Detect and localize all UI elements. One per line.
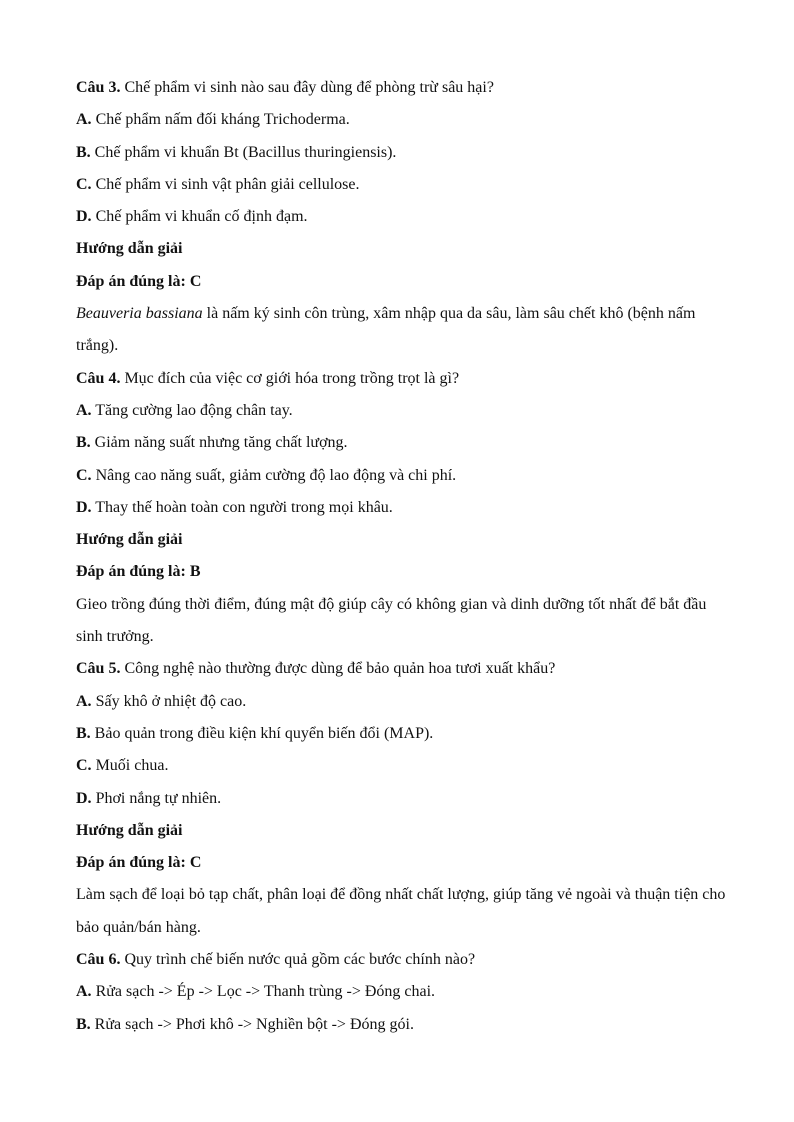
option-letter: D.	[76, 498, 92, 516]
option-a	[76, 104, 726, 136]
question-5	[76, 653, 726, 685]
option-letter: B.	[76, 434, 91, 452]
option-letter: A.	[76, 111, 92, 129]
question-6	[76, 944, 726, 976]
option-letter: A.	[76, 401, 92, 419]
option-text: Phơi nắng tự nhiên.	[95, 789, 222, 807]
option-text: Chế phẩm vi sinh vật phân giải cellulose.	[95, 175, 360, 193]
option-letter: B.	[76, 143, 91, 161]
question-label: Câu 3.	[76, 79, 121, 96]
question-3	[76, 72, 726, 104]
question-text: Mục đích của việc cơ giới hóa trong trồng trọt là gì?	[124, 369, 460, 387]
option-text: Chế phẩm vi khuẩn cố định đạm.	[95, 208, 308, 226]
option-text: Chế phẩm vi khuẩn Bt (Bacillus thuringiensis).	[94, 143, 397, 161]
option-c	[76, 169, 726, 201]
question-text: Quy trình chế biến nước quả gồm các bước chính nào?	[124, 951, 476, 969]
explanation-species: Beauveria bassiana	[76, 305, 203, 323]
option-letter: D.	[76, 789, 92, 807]
document-page	[76, 72, 726, 1041]
option-a	[76, 976, 726, 1008]
option-text: Muối chua.	[95, 757, 169, 775]
option-c	[76, 750, 726, 782]
question-text: Công nghệ nào thường được dùng để bảo quản hoa tươi xuất khẩu?	[124, 660, 556, 678]
option-letter: D.	[76, 208, 92, 226]
guide-heading: Hướng dẫn giải	[76, 821, 183, 839]
option-d	[76, 492, 726, 524]
option-d	[76, 783, 726, 815]
option-letter: A.	[76, 983, 92, 1001]
option-text: Giảm năng suất nhưng tăng chất lượng.	[94, 434, 348, 452]
option-letter: A.	[76, 692, 92, 710]
option-b	[76, 137, 726, 169]
option-a	[76, 395, 726, 427]
option-letter: B.	[76, 1015, 91, 1033]
guide-heading: Hướng dẫn giải	[76, 531, 183, 549]
option-b	[76, 1009, 726, 1041]
question-label: Câu 4.	[76, 369, 121, 387]
explanation: Làm sạch để loại bỏ tạp chất, phân loại để đồng nhất chất lượng, giúp tăng vẻ ngoài và thuận tiện cho bảo quản/bán hàng.	[76, 886, 726, 936]
option-text: Nâng cao năng suất, giảm cường độ lao động và chi phí.	[95, 466, 457, 484]
option-letter: C.	[76, 466, 92, 484]
option-letter: C.	[76, 757, 92, 775]
explanation	[76, 298, 726, 363]
option-text: Rửa sạch -> Phơi khô -> Nghiền bột -> Đóng gói.	[94, 1015, 414, 1033]
option-text: Thay thế hoàn toàn con người trong mọi khâu.	[95, 498, 393, 516]
explanation-text: là nấm ký sinh côn trùng, xâm nhập qua da sâu, làm sâu chết khô (bệnh nấm trắng).	[76, 305, 696, 355]
option-letter: B.	[76, 724, 91, 742]
explanation: Gieo trồng đúng thời điểm, đúng mật độ giúp cây có không gian và dinh dưỡng tốt nhất để bắt đầu sinh trưởng.	[76, 595, 707, 646]
answer-line: Đáp án đúng là: C	[76, 272, 202, 290]
question-text: Chế phẩm vi sinh nào sau đây dùng để phòng trừ sâu hại?	[124, 79, 494, 96]
option-a	[76, 686, 726, 718]
question-label: Câu 5.	[76, 660, 121, 678]
option-b	[76, 427, 726, 459]
guide-heading: Hướng dẫn giải	[76, 240, 183, 258]
option-text: Sấy khô ở nhiệt độ cao.	[95, 692, 247, 710]
option-letter: C.	[76, 175, 92, 193]
option-d	[76, 201, 726, 233]
option-b	[76, 718, 726, 750]
option-text: Tăng cường lao động chân tay.	[95, 401, 293, 419]
option-text: Chế phẩm nấm đối kháng Trichoderma.	[95, 111, 350, 129]
question-label: Câu 6.	[76, 951, 121, 969]
answer-line: Đáp án đúng là: B	[76, 563, 201, 581]
answer-line: Đáp án đúng là: C	[76, 854, 202, 872]
question-4	[76, 363, 726, 395]
option-text: Bảo quản trong điều kiện khí quyển biến đổi (MAP).	[94, 724, 434, 742]
option-c	[76, 460, 726, 492]
option-text: Rửa sạch -> Ép -> Lọc -> Thanh trùng -> Đóng chai.	[95, 983, 436, 1001]
